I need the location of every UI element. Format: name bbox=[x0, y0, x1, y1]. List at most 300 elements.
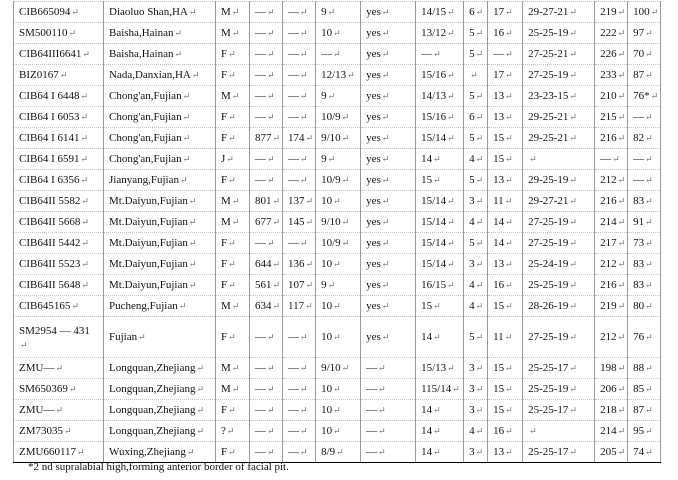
cell-text: F bbox=[221, 111, 228, 123]
paragraph-mark-icon: ↵ bbox=[381, 196, 390, 206]
cell-ventrals bbox=[595, 191, 628, 212]
paragraph-mark-icon: ↵ bbox=[569, 49, 577, 59]
cell-text: — bbox=[288, 153, 300, 165]
cell-count-d bbox=[488, 2, 523, 23]
cell-text: 13 bbox=[493, 258, 505, 270]
paragraph-mark-icon: ↵ bbox=[333, 384, 341, 394]
cell-text: M bbox=[221, 300, 231, 312]
paragraph-mark-icon: ↵ bbox=[336, 447, 344, 457]
cell-text: Mt.Daiyun,Fujian bbox=[109, 216, 188, 228]
paragraph-mark-icon: ↵ bbox=[267, 49, 275, 59]
cell-text: Baisha,Hainan bbox=[109, 27, 174, 39]
paragraph-mark-icon: ↵ bbox=[226, 426, 235, 436]
paragraph-mark-icon: ↵ bbox=[381, 238, 390, 248]
paragraph-mark-icon: ↵ bbox=[645, 384, 653, 394]
paragraph-mark-icon: ↵ bbox=[433, 405, 441, 415]
cell-locality bbox=[104, 296, 216, 317]
paragraph-mark-icon: ↵ bbox=[505, 28, 513, 38]
paragraph-mark-icon: ↵ bbox=[300, 238, 308, 248]
cell-text: 10 bbox=[321, 195, 333, 207]
paragraph-mark-icon: ↵ bbox=[305, 280, 314, 290]
cell-text: F bbox=[221, 446, 228, 458]
paragraph-mark-icon: ↵ bbox=[447, 112, 455, 122]
table-row bbox=[14, 317, 661, 358]
cell-scale-rows bbox=[523, 233, 595, 254]
table-row bbox=[14, 23, 661, 44]
cell-count-c bbox=[464, 379, 488, 400]
cell-presence bbox=[361, 358, 416, 379]
cell-count-c bbox=[464, 212, 488, 233]
cell-text: ZMU— bbox=[19, 404, 55, 416]
cell-count-d bbox=[488, 170, 523, 191]
cell-subcaudals bbox=[628, 128, 661, 149]
paragraph-mark-icon: ↵ bbox=[569, 363, 577, 373]
cell-text: 25-25-19 bbox=[528, 27, 569, 39]
paragraph-mark-icon: ↵ bbox=[174, 28, 182, 38]
paragraph-mark-icon: ↵ bbox=[475, 384, 484, 394]
paragraph-mark-icon: ↵ bbox=[188, 217, 197, 227]
cell-count-b bbox=[416, 254, 464, 275]
cell-text: 9 bbox=[321, 6, 327, 18]
paragraph-mark-icon: ↵ bbox=[341, 112, 350, 122]
cell-locality bbox=[104, 212, 216, 233]
cell-count-b bbox=[416, 23, 464, 44]
cell-count-d bbox=[488, 128, 523, 149]
cell-text: 15/14 bbox=[421, 195, 447, 207]
cell-text: — bbox=[255, 404, 266, 416]
cell-text: CIB64 I 6448 bbox=[19, 90, 80, 102]
cell-count-c bbox=[464, 65, 488, 86]
cell-text: — bbox=[255, 331, 266, 343]
cell-specimen-number bbox=[14, 44, 104, 65]
cell-total-length bbox=[250, 212, 283, 233]
cell-text: 216 bbox=[600, 132, 617, 144]
cell-sex bbox=[216, 44, 250, 65]
cell-text: 85 bbox=[633, 383, 645, 395]
cell-count-b bbox=[416, 296, 464, 317]
cell-text: — bbox=[288, 90, 300, 102]
paragraph-mark-icon: ↵ bbox=[333, 405, 341, 415]
cell-count-a bbox=[316, 23, 361, 44]
cell-text: 14 bbox=[421, 153, 433, 165]
cell-text: 8/9 bbox=[321, 446, 336, 458]
cell-text: 5 bbox=[469, 237, 475, 249]
cell-presence bbox=[361, 442, 416, 463]
paragraph-mark-icon: ↵ bbox=[569, 70, 577, 80]
cell-specimen-number bbox=[14, 233, 104, 254]
cell-scale-rows bbox=[523, 23, 595, 44]
cell-text: 10 bbox=[321, 404, 333, 416]
paragraph-mark-icon: ↵ bbox=[569, 280, 577, 290]
cell-locality bbox=[104, 65, 216, 86]
paragraph-mark-icon: ↵ bbox=[447, 133, 455, 143]
paragraph-mark-icon: ↵ bbox=[381, 133, 390, 143]
cell-text: 87 bbox=[633, 404, 645, 416]
paragraph-mark-icon: ↵ bbox=[378, 405, 386, 415]
paragraph-mark-icon: ↵ bbox=[475, 91, 484, 101]
cell-locality bbox=[104, 421, 216, 442]
cell-tail-length bbox=[283, 358, 316, 379]
cell-ventrals bbox=[595, 254, 628, 275]
cell-text: 3 bbox=[469, 446, 475, 458]
paragraph-mark-icon: ↵ bbox=[569, 7, 577, 17]
cell-text: 11 bbox=[493, 195, 504, 207]
cell-text: M bbox=[221, 6, 231, 18]
cell-text: yes bbox=[366, 279, 381, 291]
cell-sex bbox=[216, 254, 250, 275]
cell-scale-rows bbox=[523, 379, 595, 400]
cell-text: 136 bbox=[288, 258, 305, 270]
cell-presence bbox=[361, 149, 416, 170]
cell-ventrals bbox=[595, 379, 628, 400]
paragraph-mark-icon: ↵ bbox=[617, 133, 626, 143]
cell-count-a bbox=[316, 170, 361, 191]
cell-count-b bbox=[416, 233, 464, 254]
paragraph-mark-icon: ↵ bbox=[475, 259, 484, 269]
paragraph-mark-icon: ↵ bbox=[529, 426, 537, 436]
paragraph-mark-icon: ↵ bbox=[452, 384, 460, 394]
cell-text: 27-25-19 bbox=[528, 237, 569, 249]
cell-text: M bbox=[221, 90, 231, 102]
paragraph-mark-icon: ↵ bbox=[645, 426, 653, 436]
paragraph-mark-icon: ↵ bbox=[80, 154, 89, 164]
cell-text: 74 bbox=[633, 446, 645, 458]
cell-locality bbox=[104, 23, 216, 44]
paragraph-mark-icon: ↵ bbox=[333, 259, 341, 269]
cell-text: Wuxing,Zhejiang bbox=[109, 446, 186, 458]
paragraph-mark-icon: ↵ bbox=[267, 447, 275, 457]
table-row bbox=[14, 379, 661, 400]
cell-text: 14 bbox=[493, 216, 505, 228]
paragraph-mark-icon: ↵ bbox=[231, 301, 240, 311]
cell-locality bbox=[104, 191, 216, 212]
cell-text: 15 bbox=[493, 404, 505, 416]
cell-text: 15 bbox=[421, 174, 433, 186]
cell-text: Chong'an,Fujian bbox=[109, 111, 182, 123]
cell-text: 25-25-17 bbox=[528, 362, 569, 374]
cell-text: 3 bbox=[469, 362, 475, 374]
cell-text: F bbox=[221, 69, 228, 81]
cell-text: — bbox=[421, 48, 433, 60]
cell-text: 15/16 bbox=[421, 69, 447, 81]
cell-text: 15 bbox=[493, 300, 505, 312]
cell-text: 4 bbox=[469, 216, 475, 228]
cell-text: Fujian bbox=[109, 331, 138, 343]
cell-text: F bbox=[221, 237, 228, 249]
paragraph-mark-icon: ↵ bbox=[196, 384, 204, 394]
cell-tail-length bbox=[283, 191, 316, 212]
cell-specimen-number bbox=[14, 2, 104, 23]
cell-specimen-number bbox=[14, 421, 104, 442]
cell-scale-rows bbox=[523, 400, 595, 421]
cell-locality bbox=[104, 107, 216, 128]
paragraph-mark-icon: ↵ bbox=[650, 7, 659, 17]
cell-count-c bbox=[464, 2, 488, 23]
cell-subcaudals bbox=[628, 254, 661, 275]
paragraph-mark-icon: ↵ bbox=[228, 112, 236, 122]
cell-count-c bbox=[464, 107, 488, 128]
paragraph-mark-icon: ↵ bbox=[433, 49, 441, 59]
cell-total-length bbox=[250, 65, 283, 86]
cell-count-b bbox=[416, 212, 464, 233]
paragraph-mark-icon: ↵ bbox=[617, 91, 626, 101]
cell-text: 27-25-21 bbox=[528, 48, 569, 60]
cell-count-c bbox=[464, 170, 488, 191]
cell-text: CIB64III6641 bbox=[19, 48, 82, 60]
paragraph-mark-icon: ↵ bbox=[327, 154, 336, 164]
paragraph-mark-icon: ↵ bbox=[341, 238, 350, 248]
cell-text: F bbox=[221, 48, 228, 60]
cell-sex bbox=[216, 191, 250, 212]
paragraph-mark-icon: ↵ bbox=[300, 175, 308, 185]
paragraph-mark-icon: ↵ bbox=[617, 196, 626, 206]
cell-count-d bbox=[488, 23, 523, 44]
paragraph-mark-icon: ↵ bbox=[81, 217, 89, 227]
cell-specimen-number bbox=[14, 212, 104, 233]
paragraph-mark-icon: ↵ bbox=[179, 175, 188, 185]
table-row bbox=[14, 212, 661, 233]
cell-subcaudals bbox=[628, 86, 661, 107]
cell-specimen-number bbox=[14, 23, 104, 44]
cell-text: Pucheng,Fujian bbox=[109, 300, 178, 312]
cell-text: 15/14 bbox=[421, 258, 447, 270]
cell-text: 6 bbox=[469, 111, 475, 123]
cell-locality bbox=[104, 44, 216, 65]
cell-text: 14 bbox=[421, 425, 433, 437]
cell-text: SM650369 bbox=[19, 383, 68, 395]
paragraph-mark-icon: ↵ bbox=[228, 447, 236, 457]
cell-subcaudals bbox=[628, 317, 661, 358]
paragraph-mark-icon: ↵ bbox=[55, 405, 63, 415]
cell-count-a bbox=[316, 421, 361, 442]
cell-locality bbox=[104, 2, 216, 23]
cell-text: 13 bbox=[493, 90, 505, 102]
cell-text: M bbox=[221, 383, 231, 395]
cell-text: 14/13 bbox=[421, 90, 447, 102]
cell-text: 12/13 bbox=[321, 69, 347, 81]
paragraph-mark-icon: ↵ bbox=[68, 28, 77, 38]
cell-tail-length bbox=[283, 2, 316, 23]
paragraph-mark-icon: ↵ bbox=[182, 154, 191, 164]
cell-ventrals bbox=[595, 421, 628, 442]
cell-text: 25-25-17 bbox=[528, 404, 569, 416]
cell-ventrals bbox=[595, 358, 628, 379]
cell-total-length bbox=[250, 191, 283, 212]
cell-subcaudals bbox=[628, 442, 661, 463]
cell-text: — bbox=[288, 404, 300, 416]
specimen-table bbox=[13, 1, 661, 463]
paragraph-mark-icon: ↵ bbox=[529, 154, 537, 164]
paragraph-mark-icon: ↵ bbox=[228, 133, 236, 143]
cell-text: 29-27-21 bbox=[528, 6, 569, 18]
cell-subcaudals bbox=[628, 2, 661, 23]
paragraph-mark-icon: ↵ bbox=[300, 154, 308, 164]
cell-text: 15 bbox=[421, 300, 433, 312]
paragraph-mark-icon: ↵ bbox=[475, 301, 484, 311]
paragraph-mark-icon: ↵ bbox=[645, 154, 653, 164]
cell-text: CIB64 I 6141 bbox=[19, 132, 80, 144]
cell-text: — bbox=[288, 446, 300, 458]
paragraph-mark-icon: ↵ bbox=[617, 363, 626, 373]
cell-text: — bbox=[633, 111, 645, 123]
paragraph-mark-icon: ↵ bbox=[272, 259, 281, 269]
paragraph-mark-icon: ↵ bbox=[505, 112, 513, 122]
cell-count-d bbox=[488, 421, 523, 442]
paragraph-mark-icon: ↵ bbox=[505, 175, 513, 185]
cell-sex bbox=[216, 379, 250, 400]
paragraph-mark-icon: ↵ bbox=[305, 196, 314, 206]
paragraph-mark-icon: ↵ bbox=[475, 28, 484, 38]
cell-locality bbox=[104, 170, 216, 191]
cell-count-b bbox=[416, 442, 464, 463]
cell-total-length bbox=[250, 275, 283, 296]
cell-locality bbox=[104, 233, 216, 254]
cell-sex bbox=[216, 128, 250, 149]
paragraph-mark-icon: ↵ bbox=[447, 238, 455, 248]
paragraph-mark-icon: ↵ bbox=[81, 238, 89, 248]
cell-scale-rows bbox=[523, 2, 595, 23]
paragraph-mark-icon: ↵ bbox=[80, 133, 89, 143]
paragraph-mark-icon: ↵ bbox=[341, 175, 350, 185]
cell-subcaudals bbox=[628, 65, 661, 86]
cell-presence bbox=[361, 128, 416, 149]
cell-text: 14/15 bbox=[421, 6, 447, 18]
paragraph-mark-icon: ↵ bbox=[272, 280, 281, 290]
cell-text: ZMU660117 bbox=[19, 446, 77, 458]
cell-total-length bbox=[250, 170, 283, 191]
cell-text: 80 bbox=[633, 300, 645, 312]
cell-sex bbox=[216, 2, 250, 23]
paragraph-mark-icon: ↵ bbox=[138, 332, 146, 342]
paragraph-mark-icon: ↵ bbox=[341, 217, 350, 227]
cell-presence bbox=[361, 65, 416, 86]
cell-scale-rows bbox=[523, 442, 595, 463]
cell-text: Longquan,Zhejiang bbox=[109, 383, 196, 395]
paragraph-mark-icon: ↵ bbox=[80, 91, 89, 101]
cell-presence bbox=[361, 2, 416, 23]
cell-text: 73 bbox=[633, 237, 645, 249]
cell-text: Baisha,Hainan bbox=[109, 48, 174, 60]
cell-text: M bbox=[221, 195, 231, 207]
cell-text: Longquan,Zhejiang bbox=[109, 362, 196, 374]
cell-text: 11 bbox=[493, 331, 504, 343]
cell-specimen-number bbox=[14, 275, 104, 296]
paragraph-mark-icon: ↵ bbox=[645, 301, 653, 311]
cell-total-length bbox=[250, 254, 283, 275]
cell-text: 210 bbox=[600, 90, 617, 102]
paragraph-mark-icon: ↵ bbox=[378, 426, 386, 436]
cell-subcaudals bbox=[628, 44, 661, 65]
paragraph-mark-icon: ↵ bbox=[267, 112, 275, 122]
paragraph-mark-icon: ↵ bbox=[645, 133, 653, 143]
cell-text: 13 bbox=[493, 174, 505, 186]
cell-text: F bbox=[221, 174, 228, 186]
cell-subcaudals bbox=[628, 191, 661, 212]
cell-text: — bbox=[366, 404, 378, 416]
cell-text: 4 bbox=[469, 153, 475, 165]
paragraph-mark-icon: ↵ bbox=[505, 426, 513, 436]
cell-sex bbox=[216, 296, 250, 317]
paragraph-mark-icon: ↵ bbox=[196, 405, 204, 415]
cell-text: — bbox=[288, 6, 300, 18]
paragraph-mark-icon: ↵ bbox=[228, 175, 236, 185]
paragraph-mark-icon: ↵ bbox=[300, 332, 308, 342]
paragraph-mark-icon: ↵ bbox=[333, 49, 341, 59]
cell-text: — bbox=[288, 425, 300, 437]
cell-count-c bbox=[464, 275, 488, 296]
cell-subcaudals bbox=[628, 421, 661, 442]
cell-text: — bbox=[255, 90, 266, 102]
cell-text: 29-27-21 bbox=[528, 195, 569, 207]
paragraph-mark-icon: ↵ bbox=[300, 28, 308, 38]
cell-text: 16 bbox=[493, 425, 505, 437]
paragraph-mark-icon: ↵ bbox=[381, 154, 390, 164]
cell-text: M bbox=[221, 27, 231, 39]
cell-subcaudals bbox=[628, 358, 661, 379]
cell-count-c bbox=[464, 421, 488, 442]
paragraph-mark-icon: ↵ bbox=[475, 154, 484, 164]
cell-text: F bbox=[221, 132, 228, 144]
cell-count-c bbox=[464, 233, 488, 254]
cell-text: 198 bbox=[600, 362, 617, 374]
cell-count-a bbox=[316, 191, 361, 212]
cell-count-d bbox=[488, 65, 523, 86]
paragraph-mark-icon: ↵ bbox=[272, 196, 281, 206]
paragraph-mark-icon: ↵ bbox=[645, 175, 653, 185]
paragraph-mark-icon: ↵ bbox=[300, 70, 308, 80]
paragraph-mark-icon: ↵ bbox=[650, 91, 659, 101]
cell-text: F bbox=[221, 404, 228, 416]
cell-text: 3 bbox=[469, 404, 475, 416]
cell-text: 5 bbox=[469, 90, 475, 102]
cell-text: 214 bbox=[600, 425, 617, 437]
cell-count-a bbox=[316, 212, 361, 233]
paragraph-mark-icon: ↵ bbox=[272, 133, 281, 143]
cell-ventrals bbox=[595, 149, 628, 170]
cell-text: 877 bbox=[255, 132, 272, 144]
cell-count-c bbox=[464, 23, 488, 44]
cell-text: CIB64II 5523 bbox=[19, 258, 81, 270]
paragraph-mark-icon: ↵ bbox=[182, 91, 191, 101]
cell-locality bbox=[104, 275, 216, 296]
paragraph-mark-icon: ↵ bbox=[267, 332, 275, 342]
paragraph-mark-icon: ↵ bbox=[81, 196, 89, 206]
paragraph-mark-icon: ↵ bbox=[569, 238, 577, 248]
table-row bbox=[14, 275, 661, 296]
cell-text: 10 bbox=[321, 27, 333, 39]
cell-text: Longquan,Zhejiang bbox=[109, 425, 196, 437]
cell-text: F bbox=[221, 331, 228, 343]
paragraph-mark-icon: ↵ bbox=[267, 91, 275, 101]
paragraph-mark-icon: ↵ bbox=[381, 7, 390, 17]
cell-text: 10/9 bbox=[321, 237, 341, 249]
paragraph-mark-icon: ↵ bbox=[226, 154, 234, 164]
cell-text: F bbox=[221, 279, 228, 291]
cell-subcaudals bbox=[628, 23, 661, 44]
cell-text: 23-23-15 bbox=[528, 90, 569, 102]
paragraph-mark-icon: ↵ bbox=[505, 133, 513, 143]
cell-text: SM500110 bbox=[19, 27, 68, 39]
table-row bbox=[14, 2, 661, 23]
paragraph-mark-icon: ↵ bbox=[300, 91, 308, 101]
paragraph-mark-icon: ↵ bbox=[569, 175, 577, 185]
cell-text: yes bbox=[366, 258, 381, 270]
cell-text: Chong'an,Fujian bbox=[109, 153, 182, 165]
cell-text: 16/15 bbox=[421, 279, 447, 291]
cell-text: M bbox=[221, 362, 231, 374]
cell-locality bbox=[104, 317, 216, 358]
cell-text: 216 bbox=[600, 195, 617, 207]
